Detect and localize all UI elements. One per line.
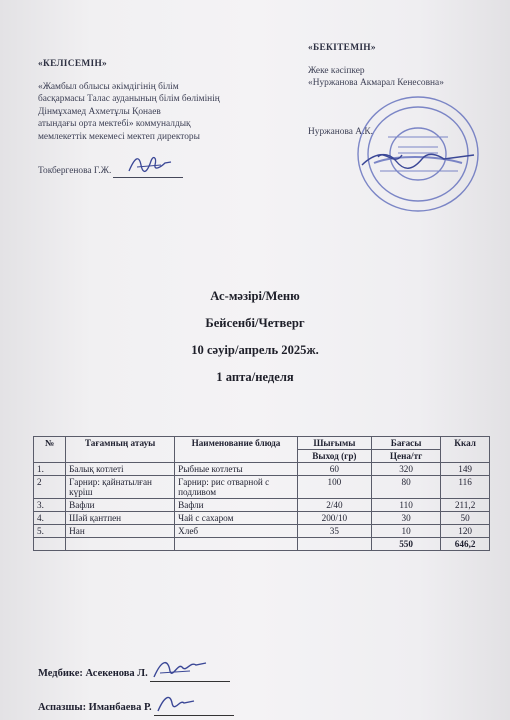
handwritten-signature <box>127 153 173 177</box>
cell-name-ru: Рыбные котлеты <box>175 463 298 476</box>
total-price: 550 <box>371 538 440 551</box>
cell-no: 2 <box>34 476 66 499</box>
cell-kcal: 149 <box>441 463 490 476</box>
cell-kcal: 120 <box>441 525 490 538</box>
cell-no: 1. <box>34 463 66 476</box>
cell-price: 10 <box>371 525 440 538</box>
col-header-price-kz: Бағасы <box>371 437 440 450</box>
cell-name-kz: Вафли <box>66 499 175 512</box>
cell-name-kz: Шәй қантпен <box>66 512 175 525</box>
official-stamp <box>354 93 482 215</box>
cell-kcal: 211,2 <box>441 499 490 512</box>
cell-kcal: 116 <box>441 476 490 499</box>
cell-no: 3. <box>34 499 66 512</box>
cell-output: 60 <box>297 463 371 476</box>
confirm-line: Жеке кәсіпкер <box>308 65 365 76</box>
menu-titles <box>0 283 510 391</box>
cell-name-ru: Хлеб <box>175 525 298 538</box>
menu-table <box>33 436 490 551</box>
col-header-name-kz: Тағамның атауы <box>66 437 175 463</box>
cell-name-ru: Чай с сахаром <box>175 512 298 525</box>
col-header-price-ru: Цена/тг <box>371 450 440 463</box>
cell-price: 320 <box>371 463 440 476</box>
table-row <box>34 463 490 476</box>
cell-no: 4. <box>34 512 66 525</box>
cell-name-kz: Нан <box>66 525 175 538</box>
approval-line: атындағы орта мектебі» коммуналдық <box>38 119 191 129</box>
col-header-name-ru: Наименование блюда <box>175 437 298 463</box>
confirm-line: «Нуржанова Акмарал Кенесовна» <box>308 78 444 88</box>
menu-title: Ас-мәзірі/Меню <box>210 289 300 303</box>
col-header-kcal: Ккал <box>441 437 490 463</box>
approval-heading: «КЕЛІСЕМІН» <box>38 59 108 69</box>
signature-line <box>150 669 230 682</box>
approval-line: «Жамбыл облысы әкімдігінің білім <box>38 81 179 92</box>
cook-name: Аспазшы: Иманбаева Р. <box>38 702 152 713</box>
cell-kcal: 50 <box>441 512 490 525</box>
approval-line: мемлекеттік мекемесі мектеп директоры <box>38 131 200 142</box>
cell-name-kz: Гарнир: қайнатылған күріш <box>66 476 175 499</box>
cell-empty <box>297 538 371 551</box>
col-header-output-ru: Выход (гр) <box>297 450 371 463</box>
cell-name-ru: Гарнир: рис отварной с подливом <box>175 476 298 499</box>
cell-output: 200/10 <box>297 512 371 525</box>
table-row <box>34 525 490 538</box>
handwritten-signature <box>150 657 210 683</box>
cell-output: 2/40 <box>297 499 371 512</box>
menu-date: 10 сәуір/апрель 2025ж. <box>191 343 319 357</box>
nurse-signature-row <box>38 648 234 682</box>
confirm-heading: «БЕКІТЕМІН» <box>308 43 376 53</box>
approval-line: басқармасы Талас ауданының білім бөлімінің <box>38 94 220 104</box>
table-row <box>34 476 490 499</box>
nurse-name: Медбике: Асекенова Л. <box>38 668 148 679</box>
col-header-output-kz: Шығымы <box>297 437 371 450</box>
cell-name-kz: Балық котлеті <box>66 463 175 476</box>
cell-empty <box>34 538 66 551</box>
col-header-no: № <box>34 437 66 463</box>
table-row <box>34 512 490 525</box>
footer-signatures <box>38 648 234 716</box>
approval-signer-name: Токбергенова Г.Ж. <box>38 166 112 176</box>
menu-week: 1 апта/неделя <box>216 370 294 384</box>
cook-signature-row <box>38 682 234 716</box>
cell-price: 30 <box>371 512 440 525</box>
confirm-signer-name: Нуржанова А.К. <box>308 126 374 137</box>
cell-price: 110 <box>371 499 440 512</box>
approval-line: Дінмұхамед Ахметұлы Қонаев <box>38 106 161 117</box>
cell-no: 5. <box>34 525 66 538</box>
signature-line <box>113 167 183 178</box>
signature-line <box>154 703 234 716</box>
table-header-row <box>34 437 490 450</box>
table-total-row <box>34 538 490 551</box>
cell-output: 35 <box>297 525 371 538</box>
cell-price: 80 <box>371 476 440 499</box>
cell-name-ru: Вафли <box>175 499 298 512</box>
table-row <box>34 499 490 512</box>
approval-block <box>38 58 268 178</box>
menu-day: Бейсенбі/Четверг <box>205 316 305 330</box>
approval-signature-row <box>38 165 268 178</box>
cell-empty <box>66 538 175 551</box>
cell-output: 100 <box>297 476 371 499</box>
total-kcal: 646,2 <box>441 538 490 551</box>
handwritten-signature <box>154 691 198 717</box>
cell-empty <box>175 538 298 551</box>
